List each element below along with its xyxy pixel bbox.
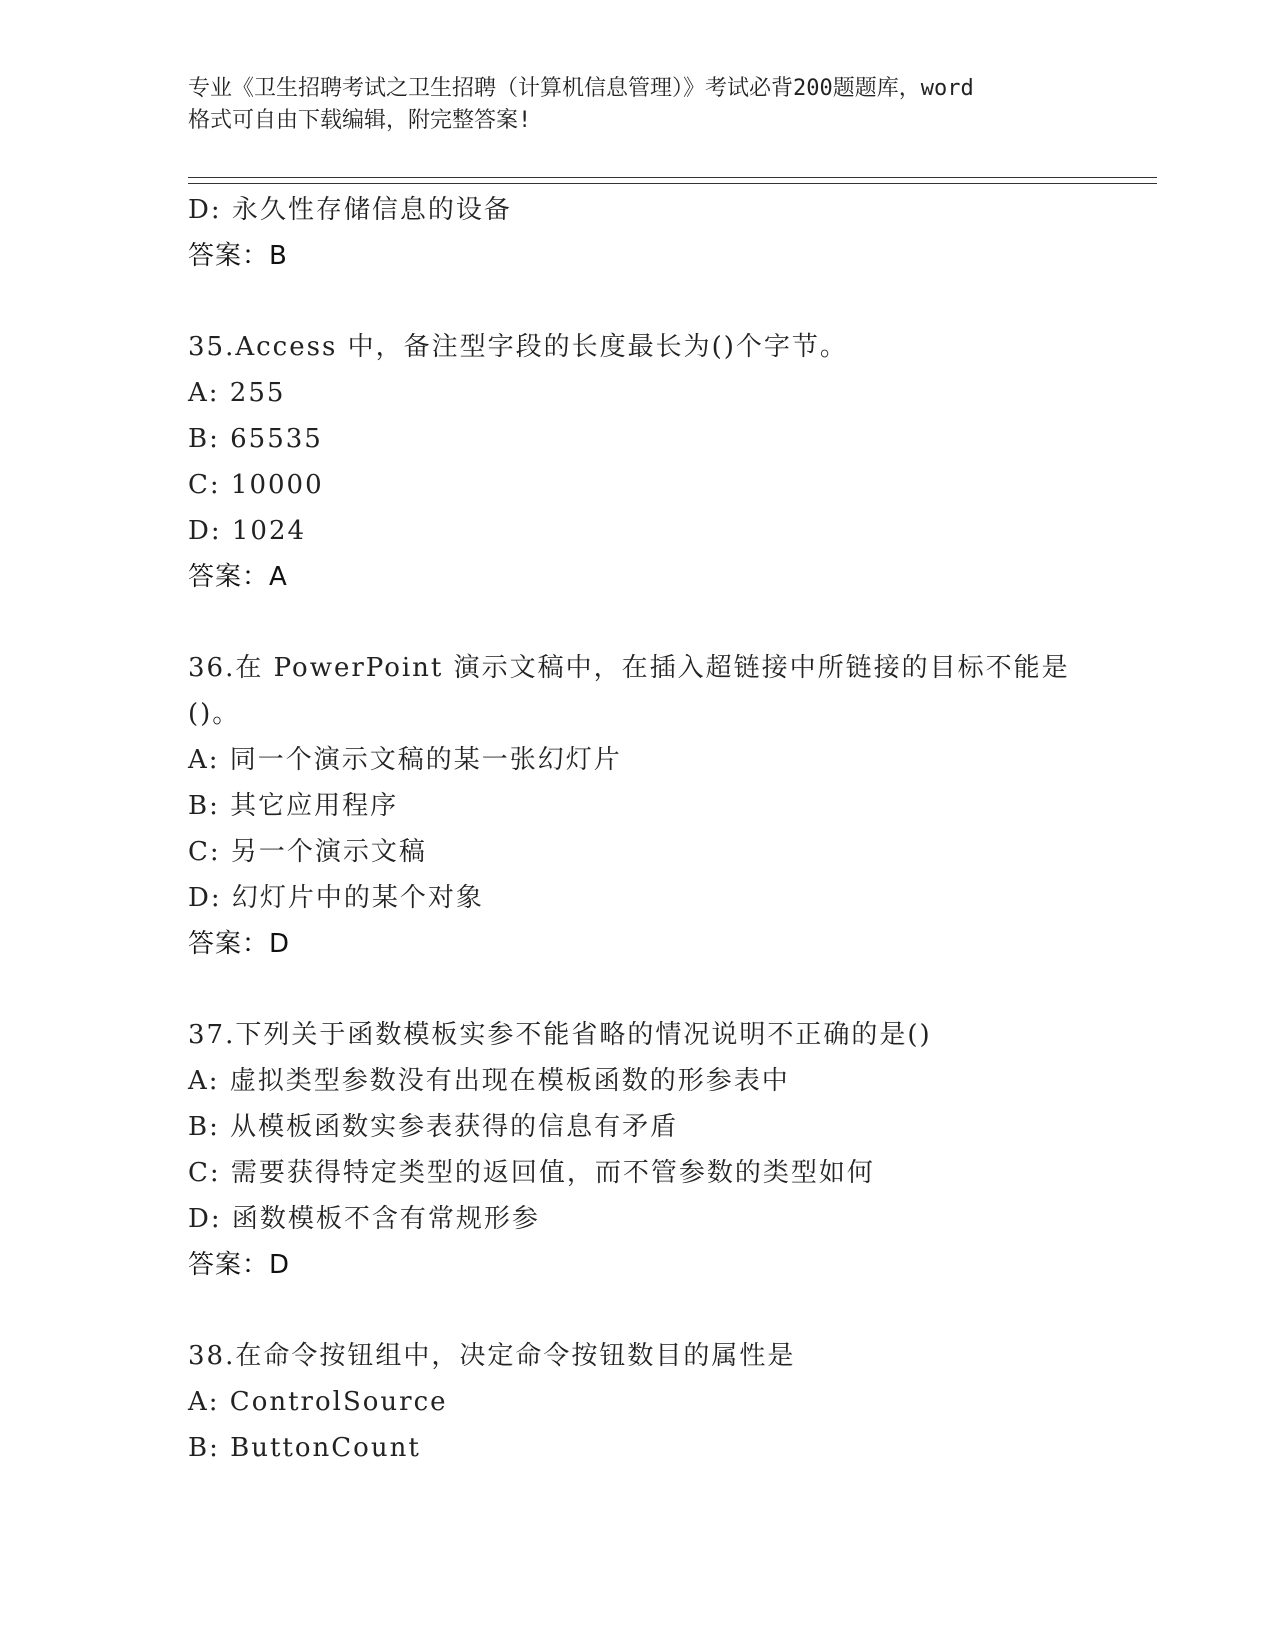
header-divider-bottom [188,183,1157,184]
option-c: C: 另一个演示文稿 [188,837,427,867]
option-b: B: 从模板函数实参表获得的信息有矛盾 [188,1112,679,1142]
option-d: D: 永久性存储信息的设备 [188,195,512,225]
option-a: A: ControlSource [188,1387,448,1417]
question-list [188,187,1088,1471]
option-d: D: 函数模板不含有常规形参 [188,1204,540,1234]
header-divider-top [188,177,1157,178]
option-a: A: 同一个演示文稿的某一张幻灯片 [188,745,622,775]
answer-line: 答案：B [188,241,288,271]
option-a: A: 255 [188,378,286,408]
option-c: C: 10000 [188,470,324,500]
question-stem: 35.Access 中，备注型字段的长度最长为()个字节。 [188,332,848,362]
question-stem: 38.在命令按钮组中，决定命令按钮数目的属性是 [188,1341,796,1371]
question-36 [188,645,1088,967]
header-line-2: 格式可自由下载编辑，附完整答案! [188,108,532,133]
option-a: A: 虚拟类型参数没有出现在模板函数的形参表中 [188,1066,790,1096]
question-37 [188,1012,1088,1288]
header-line-1: 专业《卫生招聘考试之卫生招聘（计算机信息管理）》考试必背200题题库，word [188,76,974,101]
option-b: B: 65535 [188,424,323,454]
question-stem: 37.下列关于函数模板实参不能省略的情况说明不正确的是() [188,1020,932,1050]
answer-line: 答案：D [188,1250,291,1280]
option-b: B: 其它应用程序 [188,791,399,821]
answer-line: 答案：D [188,929,291,959]
answer-line: 答案：A [188,562,288,592]
question-stem-line-2: ()。 [188,699,241,729]
option-c: C: 需要获得特定类型的返回值，而不管参数的类型如何 [188,1158,875,1188]
option-d: D: 幻灯片中的某个对象 [188,883,484,913]
question-34-tail [188,187,1088,279]
option-d: D: 1024 [188,516,307,546]
question-38 [188,1333,1088,1471]
document-header [188,73,1088,137]
question-stem-line-1: 36.在 PowerPoint 演示文稿中，在插入超链接中所链接的目标不能是 [188,653,1070,683]
question-35 [188,324,1088,600]
option-b: B: ButtonCount [188,1433,421,1463]
